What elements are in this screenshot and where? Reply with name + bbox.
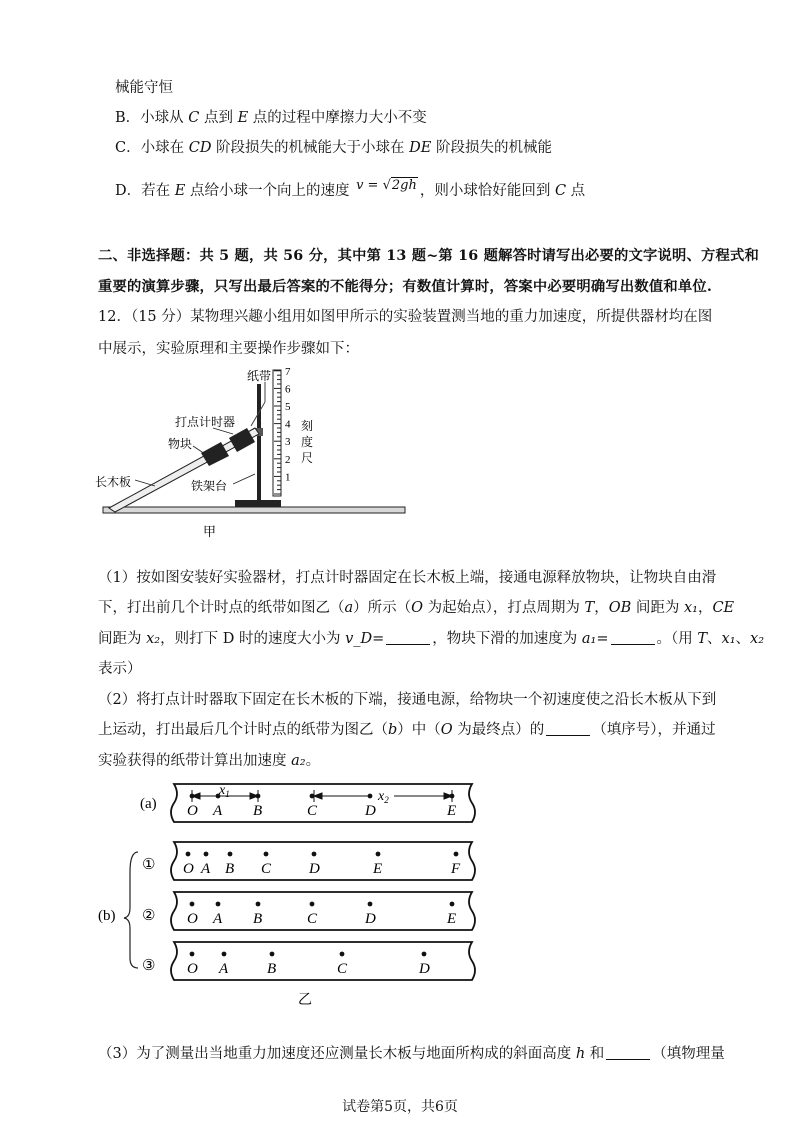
label-ruler-3: 尺 [301, 451, 314, 465]
tape-dot [222, 952, 227, 957]
page-footer: 试卷第5页，共6页 [342, 1099, 458, 1115]
label-block: 物块 [168, 437, 193, 451]
tape-point-label: B [253, 803, 263, 819]
tape-point-label: C [307, 911, 318, 927]
answer-blank-tape[interactable] [546, 721, 590, 736]
p1-line1: （1）按如图安装好实验器材，打点计时器固定在长木板上端，接通电源释放物块，让物块自由滑 [98, 570, 717, 586]
tape-dot [368, 794, 373, 799]
ruler-number: 6 [285, 383, 291, 396]
p1-line4: 表示） [98, 661, 142, 677]
label-timer: 打点计时器 [175, 415, 236, 429]
tape-dot [310, 902, 315, 907]
tape-dot [228, 852, 233, 857]
ruler-number: 5 [285, 401, 291, 413]
velocity-formula: v = √2gh [356, 178, 417, 193]
label-board: 长木板 [95, 475, 132, 489]
tape-dot [340, 952, 345, 957]
label-ruler-2: 度 [301, 435, 314, 449]
tape-dot [186, 852, 191, 857]
x1-label: $x_1$ [219, 783, 230, 799]
q12-line1: 12．（15 分）某物理兴趣小组用如图甲所示的实验装置测当地的重力加速度，所提供器材均在图 [98, 309, 713, 325]
tape-dot [190, 902, 195, 907]
tape-dot [450, 902, 455, 907]
tape-point-label: E [373, 861, 383, 877]
tape-dot [312, 852, 317, 857]
p1-line2: 下，打出前几个计时点的纸带如图乙（a）所示（O 为起始点），打点周期为 T，OB 间距为 x₁，CE [98, 600, 735, 616]
option-b: B．小球从 C 点到 E 点的过程中摩擦力大小不变 [115, 110, 427, 126]
tape-point-label: A [213, 911, 223, 927]
tape-1-number: ① [142, 857, 156, 873]
tape-dot [422, 952, 427, 957]
tape-point-label: E [447, 803, 457, 819]
figure-jia [95, 362, 425, 540]
figure-yi [98, 780, 490, 1010]
tape-point-label: D [419, 961, 430, 977]
tape-point-label: D [309, 861, 320, 877]
tape-dot [256, 902, 261, 907]
answer-blank-a1[interactable] [611, 630, 655, 645]
tape-dot [216, 902, 221, 907]
tape-dot [204, 852, 209, 857]
tape-point-label: B [225, 861, 235, 877]
tape-b-label: (b) [98, 908, 116, 924]
tape-point-label: E [447, 911, 457, 927]
tape-point-label: O [187, 803, 198, 819]
tape-point-label: C [337, 961, 348, 977]
tape-point-label: C [307, 803, 318, 819]
tape-a-label: (a) [140, 796, 157, 812]
tape-dot [368, 902, 373, 907]
ruler-number: 7 [285, 365, 291, 378]
p3-line: （3）为了测量出当地重力加速度还应测量长木板与地面所构成的斜面高度 h 和 （填物理量 [98, 1046, 725, 1062]
tape-point-label: F [451, 861, 461, 877]
tape-point-label: A [213, 803, 223, 819]
q12-line2: 中展示，实验原理和主要操作步骤如下： [98, 341, 359, 357]
tape-dot [270, 952, 275, 957]
tape-point-label: B [253, 911, 263, 927]
tape-dot [454, 852, 459, 857]
tape-a [171, 784, 475, 822]
tape-point-label: O [187, 911, 198, 927]
tape-point-label: D [365, 911, 376, 927]
tape-1 [171, 842, 475, 880]
tape-point-label: A [219, 961, 229, 977]
section-2-heading-line2: 重要的演算步骤，只写出最后答案的不能得分；有数值计算时，答案中必要明确写出数值和单位. [98, 279, 713, 295]
label-ruler-1: 刻 [301, 419, 314, 433]
tape-point-label: D [365, 803, 376, 819]
p2-line1: （2）将打点计时器取下固定在长木板的下端，接通电源，给物块一个初速度使之沿长木板从下到 [98, 692, 717, 708]
tape-2 [171, 892, 475, 930]
section-2-heading-line1: 二、非选择题：共 5 题，共 56 分，其中第 13 题~第 16 题解答时请写出必要的文字说明、方程式和 [98, 248, 760, 264]
tape-point-label: O [187, 961, 198, 977]
option-d: D．若在 E 点给小球一个向上的速度 v = √2gh ，则小球恰好能回到 C 点 [115, 178, 586, 199]
x2-label: $x_2$ [378, 789, 389, 805]
ruler-number: 3 [285, 436, 291, 449]
option-c: C．小球在 CD 阶段损失的机械能大于小球在 DE 阶段损失的机械能 [115, 140, 552, 156]
tape-dot [264, 852, 269, 857]
ruler-number: 2 [285, 453, 291, 466]
label-tape: 纸带 [247, 369, 272, 383]
tape-3-number: ③ [142, 958, 156, 974]
answer-blank-vd[interactable] [386, 630, 430, 645]
figure-jia-caption: 甲 [203, 524, 217, 539]
p2-line3: 实验获得的纸带计算出加速度 a₂。 [98, 753, 321, 769]
tape-dot [376, 852, 381, 857]
tape-point-label: A [201, 861, 211, 877]
label-stand: 铁架台 [191, 479, 228, 493]
tape-point-label: C [261, 861, 272, 877]
ruler-number: 4 [285, 418, 291, 431]
tape-3 [171, 942, 475, 980]
tape-2-number: ② [142, 908, 156, 924]
p1-line3: 间距为 x₂，则打下 D 时的速度大小为 v_D= ，物块下滑的加速度为 a₁= 。（用 T、x₁、x₂ [98, 631, 765, 647]
ruler-number: 1 [285, 471, 291, 484]
tape-dot [190, 952, 195, 957]
tape-point-label: O [183, 861, 194, 877]
p2-line2: 上运动，打出最后几个计时点的纸带为图乙（b）中（O 为最终点）的 （填序号），并通过 [98, 722, 716, 738]
answer-blank-quantity[interactable] [606, 1045, 650, 1060]
tape-point-label: B [267, 961, 277, 977]
tape-b-brace [124, 852, 138, 968]
figure-yi-caption: 乙 [298, 993, 312, 1008]
option-a-tail: 械能守恒 [115, 80, 173, 96]
tape-1-outline [171, 842, 475, 880]
